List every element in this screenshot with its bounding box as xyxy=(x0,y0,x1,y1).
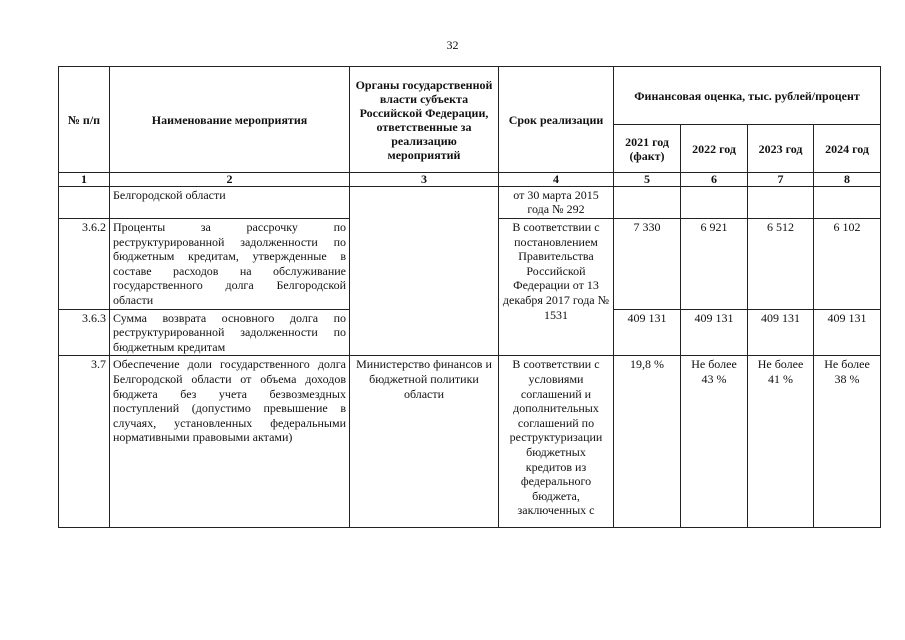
value-2022: 6 921 xyxy=(681,219,748,310)
value-2023: Не более 41 % xyxy=(748,356,814,528)
value-cell xyxy=(614,187,681,219)
header-col-name: Наименование мероприятия xyxy=(110,67,350,173)
column-number: 4 xyxy=(499,173,614,187)
row-num: 3.6.2 xyxy=(59,219,110,310)
page-number: 32 xyxy=(446,38,459,52)
column-number: 2 xyxy=(110,173,350,187)
column-number: 7 xyxy=(748,173,814,187)
row-term-shared: В соответствии с постановлением Правительства Российской Федерации от 13 декабря 2017 года № 1531 xyxy=(499,219,614,356)
header-year-2024: 2024 год xyxy=(814,125,881,173)
row-name: Обеспечение доли государственного долга Белгородской области от объема доходов бюджета без учета безвозмездных поступлений (допустимо превышение в случаях, установленных федеральными нормативными правовыми актами) xyxy=(110,356,350,528)
value-2024: Не более 38 % xyxy=(814,356,881,528)
value-cell xyxy=(748,187,814,219)
row-name-cell: Белгородской области xyxy=(110,187,350,219)
header-col-org: Органы государственной власти субъекта Российской Федерации, ответственные за реализацию мероприятий xyxy=(350,67,499,173)
row-num-cell xyxy=(59,187,110,219)
row-name: Сумма возврата основного долга по реструктурированной задолженности по бюджетным кредитам xyxy=(110,309,350,356)
value-2023: 6 512 xyxy=(748,219,814,310)
header-col-num: № п/п xyxy=(59,67,110,173)
row-org: Министерство финансов и бюджетной политики области xyxy=(350,356,499,528)
table-row-continuation xyxy=(59,187,881,219)
header-col-term: Срок реализации xyxy=(499,67,614,173)
row-name: Проценты за рассрочку по реструктурированной задолженности по бюджетным кредитам, утвержденные в составе расходов на обслуживание государственного долга Белгородской области xyxy=(110,219,350,310)
value-2023: 409 131 xyxy=(748,309,814,356)
header-year-2021: 2021 год (факт) xyxy=(614,125,681,173)
measures-table xyxy=(58,66,881,528)
row-term-cell: от 30 марта 2015 года № 292 xyxy=(499,187,614,219)
value-2021: 409 131 xyxy=(614,309,681,356)
value-2021: 7 330 xyxy=(614,219,681,310)
row-org-cell-empty xyxy=(350,187,499,356)
value-2024: 409 131 xyxy=(814,309,881,356)
header-year-2023: 2023 год xyxy=(748,125,814,173)
column-number: 3 xyxy=(350,173,499,187)
table-row-3-7 xyxy=(59,356,881,528)
column-number: 5 xyxy=(614,173,681,187)
column-number: 8 xyxy=(814,173,881,187)
value-2022: 409 131 xyxy=(681,309,748,356)
column-number: 1 xyxy=(59,173,110,187)
header-col-finance: Финансовая оценка, тыс. рублей/процент xyxy=(614,67,881,125)
row-term: В соответствии с условиями соглашений и дополнительных соглашений по реструктуризации бюджетных кредитов из федерального бюджета, заключенных с xyxy=(499,356,614,528)
column-number: 6 xyxy=(681,173,748,187)
value-2024: 6 102 xyxy=(814,219,881,310)
value-cell xyxy=(681,187,748,219)
row-num: 3.7 xyxy=(59,356,110,528)
value-2021: 19,8 % xyxy=(614,356,681,528)
header-row-top xyxy=(59,67,881,125)
header-year-2022: 2022 год xyxy=(681,125,748,173)
column-numbers-row xyxy=(59,173,881,187)
value-cell xyxy=(814,187,881,219)
value-2022: Не более 43 % xyxy=(681,356,748,528)
row-num: 3.6.3 xyxy=(59,309,110,356)
